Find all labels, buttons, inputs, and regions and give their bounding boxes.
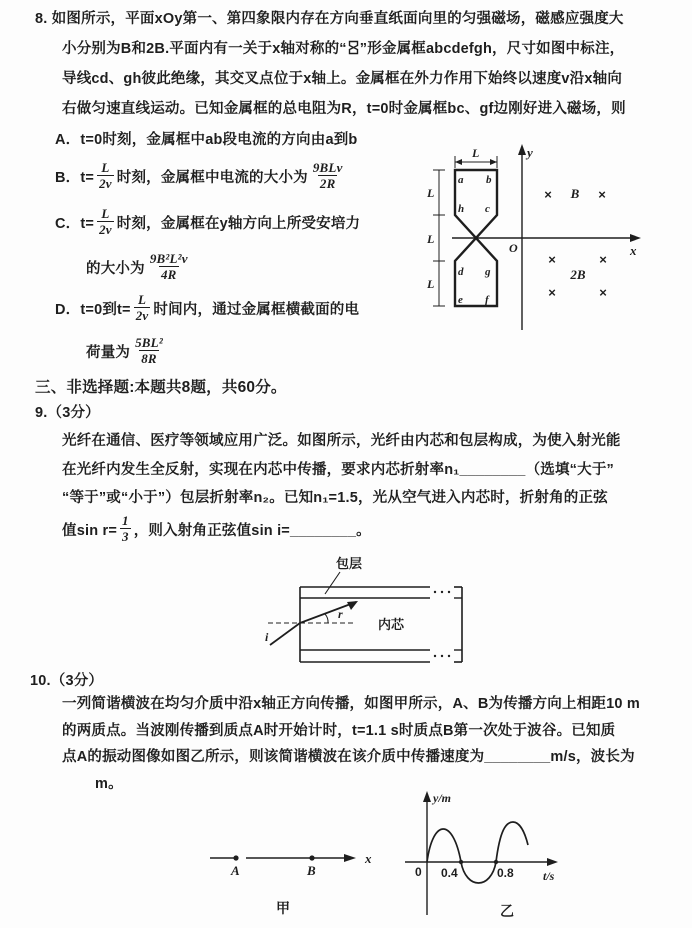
origin-label: O <box>509 241 518 255</box>
q9-number: 9.（3分） <box>35 405 100 421</box>
fig-yi-caption: 乙 <box>500 903 514 919</box>
option-b-pre: B．t= <box>55 169 95 186</box>
option-d-pre: D．t=0到t= <box>55 301 131 318</box>
option-c-mid: 时刻，金属框在y轴方向上所受安培力 <box>116 215 361 232</box>
section-heading: 三、非选择题:本题共8题，共60分。 <box>35 379 287 396</box>
x-axis-arrow <box>344 854 356 862</box>
q8-field-frame-diagram <box>426 142 666 338</box>
cladding-label: 包层 <box>336 556 363 571</box>
field-cross-icon: × <box>599 252 607 267</box>
x-axis-label: x <box>630 243 637 258</box>
vertex-e: e <box>458 294 463 306</box>
y-axis-label: y/m <box>433 791 451 805</box>
point-b-dot <box>309 855 314 860</box>
tick-dot-08 <box>494 860 498 864</box>
hourglass-icon <box>348 40 359 55</box>
fraction-5bl2-8r: $\frac{\text{5BL²}}{8R}$ <box>135 335 163 366</box>
option-d-mid: 时间内，通过金属框横截面的电 <box>153 301 360 318</box>
fraction-l-2v: $\frac{L}{2v}$ <box>99 206 112 237</box>
fraction-1-3: $\frac{1}{3}$ <box>122 513 129 544</box>
q8-option-b <box>55 155 348 197</box>
angle-i-label: i <box>265 630 269 644</box>
q10-line2: 的两质点。当波刚传播到质点A时开始计时，t=1.1 s时质点B第一次处于波谷。已知质 <box>62 723 616 739</box>
vertex-c: c <box>485 203 490 215</box>
q8-option-d <box>55 287 359 329</box>
q10-fig-yi <box>393 788 583 926</box>
cladding-pointer <box>325 572 340 594</box>
dim-left2-label: L <box>427 232 435 246</box>
q8-option-a: A．t=0时刻，金属框中ab段电流的方向由a到b <box>55 132 358 148</box>
fig-jia-caption: 甲 <box>276 900 290 916</box>
q8-line2 <box>62 40 624 60</box>
core-label: 内芯 <box>378 617 405 632</box>
option-c-pre: C．t= <box>55 215 95 232</box>
field-cross-icon: × <box>599 285 607 300</box>
q9-line3: “等于”或“小于”）包层折射率n₂。已知n₁=1.5，光从空气进入内芯时，折射角的正弦 <box>62 490 608 506</box>
y-axis-label: y <box>527 145 533 160</box>
fraction-l-2v: $\frac{L}{2v}$ <box>135 292 149 323</box>
origin-label: 0 <box>415 865 422 879</box>
q8-option-c-cont <box>86 246 193 288</box>
q10-line1: 一列简谐横波在均匀介质中沿x轴正方向传播，如图甲所示，A、B为传播方向上相距10 m <box>62 696 640 712</box>
q9-line1: 光纤在通信、医疗等领域应用广泛。如图所示，光纤由内芯和包层构成，为使入射光能 <box>62 433 621 449</box>
t-axis-label: t/s <box>543 869 555 883</box>
q8-line2b: ”形金属框abcdefgh，尺寸如图中标注， <box>359 41 625 57</box>
tick-04-label: 0.4 <box>441 866 458 880</box>
angle-r-arc <box>325 614 328 623</box>
vertex-f: f <box>485 294 489 306</box>
x-axis-arrow <box>630 234 641 242</box>
dim-left3-label: L <box>427 277 435 291</box>
point-a-dot <box>233 855 238 860</box>
tick-08-label: 0.8 <box>497 866 514 880</box>
q9-line4-post: ，则入射角正弦值sin i=________。 <box>133 522 371 539</box>
dim-left1-label: L <box>427 186 435 200</box>
dim-arrow-left <box>455 159 462 165</box>
q9-fiber-diagram <box>228 552 518 670</box>
q8-option-d-cont <box>86 330 168 372</box>
q10-line4: m。 <box>95 776 123 792</box>
point-b-label: B <box>307 863 316 878</box>
field-cross-icon: × <box>548 285 556 300</box>
vertex-g: g <box>485 266 491 278</box>
q9-line2: 在光纤内发生全反射，实现在内芯中传播，要求内芯折射率n₁________（选填“大于” <box>62 462 614 478</box>
q10-line3: 点A的振动图像如图乙所示，则该简谐横波在该介质中传播速度为________m/s，波长为 <box>62 749 635 765</box>
option-c-cont-text: 的大小为 <box>86 260 145 277</box>
field-cross-icon: × <box>544 187 552 202</box>
q9-line4-pre: 值sin r= <box>62 522 117 539</box>
dim-top-label: L <box>472 146 480 160</box>
q8-option-c <box>55 201 360 243</box>
q10-fig-jia <box>178 832 388 924</box>
angle-r-label: r <box>338 607 343 621</box>
vertex-d: d <box>458 266 464 278</box>
q8-line3: 导线cd、gh彼此绝缘，其交叉点位于x轴上。金属框在外力作用下始终以速度v沿x轴向 <box>62 71 623 87</box>
fraction-9blv-2r: $\frac{\text{9BLv}}{2R}$ <box>312 160 343 191</box>
point-a-label: A <box>231 863 240 878</box>
q8-line4: 右做匀速直线运动。已知金属框的总电阻为R，t=0时金属框bc、gf边刚好进入磁场，则 <box>62 101 626 117</box>
field-2b-label: 2B <box>570 267 586 282</box>
field-cross-icon: × <box>548 252 556 267</box>
option-d-cont-text: 荷量为 <box>86 344 131 361</box>
fraction-9b2l2v-4r: $\frac{\text{9B²L²v}}{4R}$ <box>149 251 188 282</box>
t-axis-arrow <box>547 858 558 866</box>
y-axis-arrow <box>518 144 526 155</box>
tick-dot-04 <box>459 860 463 864</box>
field-cross-icon: × <box>598 187 606 202</box>
incident-ray <box>270 623 300 645</box>
vertex-a: a <box>458 174 464 186</box>
vertex-h: h <box>458 203 465 215</box>
fraction-l-2v: $\frac{L}{2v}$ <box>99 160 112 191</box>
option-b-mid: 时刻，金属框中电流的大小为 <box>116 169 308 186</box>
q10-number: 10.（3分） <box>30 673 104 689</box>
q8-line2a: 小分别为B和2B.平面内有一关于x轴对称的“ <box>62 41 347 57</box>
x-axis-label: x <box>365 851 372 866</box>
field-b-label: B <box>570 186 580 201</box>
continuation-dots <box>434 591 450 657</box>
q9-line4 <box>62 510 371 548</box>
q8-line1: 8. 如图所示，平面xOy第一、第四象限内存在方向垂直纸面向里的匀强磁场，磁感应强度大 <box>35 11 624 27</box>
y-axis-arrow <box>423 791 431 802</box>
vertex-b: b <box>486 174 492 186</box>
dim-arrow-right <box>490 159 497 165</box>
